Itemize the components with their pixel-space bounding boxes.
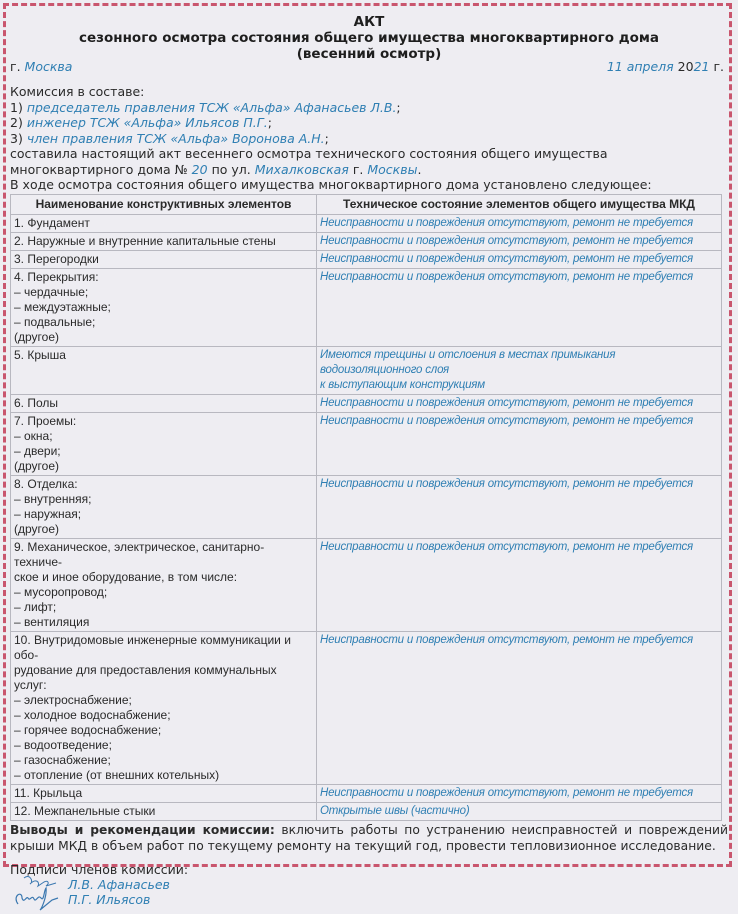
state-cell	[317, 538, 722, 631]
element-line: 3. Перегородки	[14, 251, 99, 266]
table-row	[11, 538, 722, 631]
conclusion-label: Выводы и рекомендации комиссии:	[10, 822, 275, 837]
member-text: инженер ТСЖ «Альфа» Ильясов П.Г.	[26, 115, 268, 130]
date-day-month: 11 апреля	[606, 59, 674, 74]
signature-name: Л.В. Афанасьев	[68, 876, 170, 892]
state-line: к выступающим конструкциям	[320, 378, 485, 391]
state-line: Неисправности и повреждения отсутствуют, ремонт не требуется	[320, 270, 693, 283]
element-line: – окна;	[14, 428, 53, 443]
table-header-row	[11, 194, 722, 214]
commission-member	[10, 131, 728, 147]
state-cell	[317, 394, 722, 412]
element-line: – газоснабжение;	[14, 752, 111, 767]
state-line: Неисправности и повреждения отсутствуют, ремонт не требуется	[320, 540, 693, 553]
composed-statement	[10, 146, 728, 177]
state-cell	[317, 250, 722, 268]
element-line: – холодное водоснабжение;	[14, 707, 171, 722]
date-year-label: г.	[713, 59, 724, 74]
element-cell	[11, 802, 317, 820]
element-cell	[11, 394, 317, 412]
element-line: 1. Фундамент	[14, 215, 90, 230]
state-cell	[317, 214, 722, 232]
element-line: (другое)	[14, 521, 59, 536]
table-row	[11, 268, 722, 346]
element-cell	[11, 346, 317, 394]
handwritten-signatures	[10, 874, 72, 914]
element-cell	[11, 412, 317, 475]
state-cell	[317, 412, 722, 475]
state-line: Неисправности и повреждения отсутствуют, ремонт не требуется	[320, 252, 693, 265]
element-line: рудование для предоставления коммунальных услуг:	[14, 662, 277, 692]
element-cell	[11, 631, 317, 784]
header-element: Наименование конструктивных элементов	[11, 194, 317, 214]
element-line: ское и иное оборудование, в том числе:	[14, 569, 238, 584]
date	[607, 59, 724, 75]
table-row	[11, 250, 722, 268]
element-line: 8. Отделка:	[14, 476, 78, 491]
element-line: – мусоропровод;	[14, 584, 108, 599]
element-line: – горячее водоснабжение;	[14, 722, 162, 737]
table-row	[11, 232, 722, 250]
state-line: Неисправности и повреждения отсутствуют, ремонт не требуется	[320, 633, 693, 646]
state-line: Неисправности и повреждения отсутствуют, ремонт не требуется	[320, 477, 693, 490]
state-line: Неисправности и повреждения отсутствуют, ремонт не требуется	[320, 234, 693, 247]
state-line: Имеются трещины и отслоения в местах примыкания водоизоляционного слоя	[320, 348, 616, 376]
member-text: председатель правления ТСЖ «Альфа» Афанасьев Л.В.	[26, 99, 397, 115]
statement-end: .	[417, 161, 422, 177]
element-line: 9. Механическое, электрическое, санитарно-техниче-	[14, 539, 265, 569]
signature-name: П.Г. Ильясов	[68, 891, 151, 907]
element-line: 5. Крыша	[14, 347, 66, 362]
member-end: ;	[267, 115, 272, 130]
element-line: – электроснабжение;	[14, 692, 132, 707]
city-prefix: г.	[10, 59, 21, 74]
member-end: ;	[324, 130, 329, 146]
element-line: 10. Внутридомовые инженерные коммуникации и обо-	[14, 632, 291, 662]
signature-scribble	[16, 888, 58, 910]
element-line: (другое)	[14, 458, 59, 473]
city-name: Москва	[24, 59, 73, 74]
element-line: – внутренняя;	[14, 491, 92, 506]
document-subtitle: сезонного осмотра состояния общего имущества многоквартирного дома	[78, 30, 660, 46]
table-row	[11, 346, 722, 394]
element-cell	[11, 250, 317, 268]
state-cell	[317, 631, 722, 784]
state-cell	[317, 784, 722, 802]
finding-intro: В ходе осмотра состояния общего имущества многоквартирного дома установлено следующее:	[10, 177, 652, 192]
element-line: 12. Межпанельные стыки	[14, 803, 156, 818]
element-line: – двери;	[14, 443, 61, 458]
city-prefix: г.	[352, 161, 364, 177]
state-cell	[317, 268, 722, 346]
element-line: – чердачные;	[14, 284, 89, 299]
commission-member	[10, 115, 728, 131]
table-row	[11, 214, 722, 232]
table-row	[11, 394, 722, 412]
document-page	[10, 14, 728, 907]
street-name: Михалковская	[254, 161, 349, 177]
element-line: 2. Наружные и внутренние капитальные стены	[14, 233, 276, 248]
commission-member	[10, 100, 728, 116]
commission-intro: Комиссия в составе:	[10, 84, 145, 99]
element-cell	[11, 232, 317, 250]
place	[10, 59, 72, 75]
conclusion-text: включить работы по устранению неисправностей и повреждений крыши МКД в объем работ по текущему ремонту на текущий год, провести тепловизионное исследование.	[10, 822, 728, 853]
state-cell	[317, 475, 722, 538]
document-title: АКТ	[353, 14, 385, 30]
member-number: 3)	[10, 130, 23, 146]
house-number: 20	[191, 161, 208, 177]
table-row	[11, 784, 722, 802]
signatures-label: Подписи членов комиссии:	[10, 861, 189, 877]
street-prefix: по ул.	[211, 161, 251, 177]
table-row	[11, 475, 722, 538]
element-line: – лифт;	[14, 599, 57, 614]
element-line: – наружная;	[14, 506, 82, 521]
inspection-table	[10, 194, 722, 821]
element-cell	[11, 475, 317, 538]
city-name: Москвы	[367, 161, 418, 177]
element-line: 4. Перекрытия:	[14, 269, 99, 284]
date-year-prefix: 20	[677, 59, 694, 74]
table-row	[11, 802, 722, 820]
state-cell	[317, 346, 722, 394]
table-row	[11, 631, 722, 784]
conclusion	[10, 822, 728, 854]
state-line: Открытые швы (частично)	[320, 804, 470, 817]
member-end: ;	[396, 99, 401, 115]
element-line: (другое)	[14, 329, 59, 344]
element-line: – вентиляция	[14, 614, 90, 629]
state-cell	[317, 802, 722, 820]
table-row	[11, 412, 722, 475]
element-line: 7. Проемы:	[14, 413, 77, 428]
element-line: – водоотведение;	[14, 737, 112, 752]
element-cell	[11, 214, 317, 232]
element-line: – отопление (от внешних котельных)	[14, 767, 220, 782]
composed-text: составила настоящий акт весеннего осмотра технического состояния общего имущества многоквартирного дома №	[10, 146, 608, 177]
element-line: 11. Крыльца	[14, 785, 83, 800]
signature-scribble	[24, 876, 56, 885]
date-year-suffix: 21	[693, 59, 710, 74]
document-subtitle-season: (весенний осмотр)	[296, 46, 442, 62]
table-body	[11, 214, 722, 820]
state-line: Неисправности и повреждения отсутствуют, ремонт не требуется	[320, 216, 693, 229]
state-line: Неисправности и повреждения отсутствуют, ремонт не требуется	[320, 414, 693, 427]
state-line: Неисправности и повреждения отсутствуют, ремонт не требуется	[320, 396, 693, 409]
element-line: – подвальные;	[14, 314, 96, 329]
element-cell	[11, 784, 317, 802]
header-state: Техническое состояние элементов общего имущества МКД	[317, 194, 722, 214]
state-cell	[317, 232, 722, 250]
member-number: 1)	[10, 99, 23, 115]
element-cell	[11, 538, 317, 631]
member-text: член правления ТСЖ «Альфа» Воронова А.Н.	[26, 130, 325, 146]
element-cell	[11, 268, 317, 346]
signatures-block	[10, 862, 728, 907]
member-number: 2)	[10, 115, 23, 130]
element-line: – междуэтажные;	[14, 299, 111, 314]
state-line: Неисправности и повреждения отсутствуют, ремонт не требуется	[320, 786, 693, 799]
element-line: 6. Полы	[14, 395, 59, 410]
